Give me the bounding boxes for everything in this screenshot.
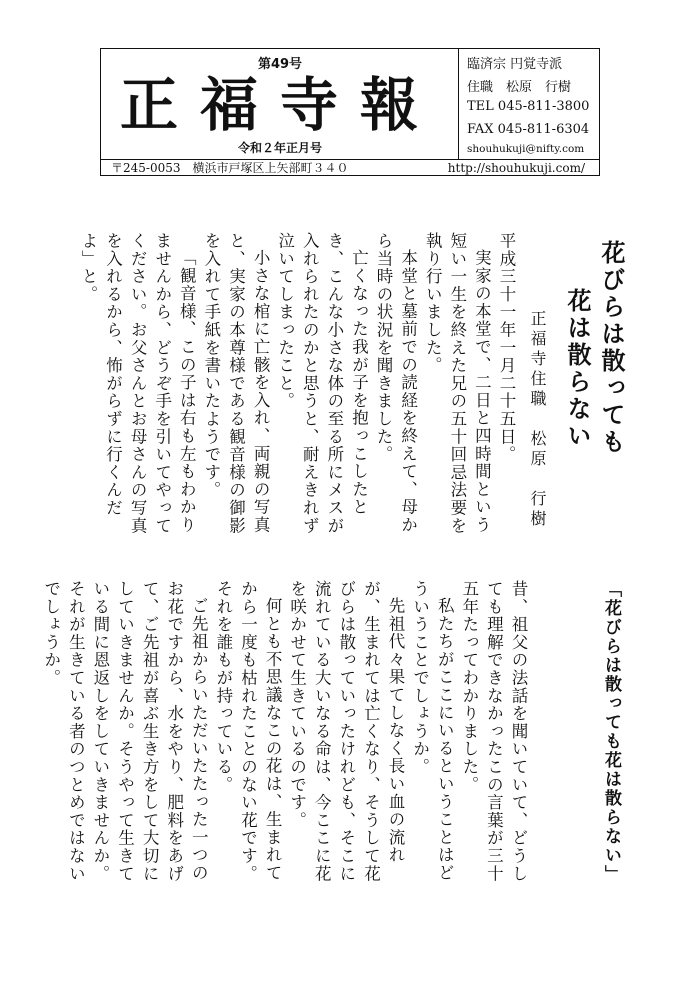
priest-name: 住職 松原 行樹 (467, 80, 572, 95)
postal-address: 〒245-0053 横浜市戸塚区上矢部町３４０ (111, 161, 349, 175)
issue-date: 令和２年正月号 (237, 141, 322, 155)
article-author: 正福寺住職 松原 行樹 (528, 310, 547, 530)
contact-block (459, 49, 599, 159)
issue-number: 第49号 (257, 57, 303, 72)
paragraph: 何とも不思議なこの花は、生まれてから一度も枯れたことのない花です。それを誰もが持っている。 (213, 580, 283, 883)
paragraph: 「観音様、この子は右も左もわかりませんから、どうぞ手を引いてやってください。お父さんとお母さんの写真を入れるから、怖がらずに行くんだよ」と。 (78, 232, 197, 535)
paragraph: ご先祖からいただいたたった一つのお花ですから、水をやり、肥料をあげて、ご先祖が喜ぶ生き方をして大切にしていきませんか。そうやって生きている間に恩返しをしていきませんか。それが生きている者のつとめではないでしょうか。 (41, 580, 209, 883)
section-subheading: 「花びらは散っても花は散らない」 (601, 580, 621, 884)
paragraph: 先祖代々果てしなく長い血の流れが、生まれては亡くなり、そうして花びらは散っていったけれども、そこに流れている大いなる命は、今ここに花を咲かせて生きているのです。 (287, 580, 406, 883)
lower-body-text (41, 580, 530, 890)
fax-number: FAX 045-811-6304 (467, 122, 590, 137)
paragraph: 亡くなった我が子を抱っこしたとき、こんな小さな体の至る所にメスが入れられたのかと思うと、耐えきれず泣いてしまったこと。 (275, 232, 369, 535)
email-address: shouhukuji@nifty.com (467, 143, 585, 155)
masthead (100, 48, 600, 176)
paragraph: 小さな棺に亡骸を入れ、両親の写真と、実家の本尊様である観音様の御影を入れて手紙を書いたようです。 (201, 232, 271, 535)
paragraph: 本堂と墓前での読経を終えて、母から当時の状況を聞きました。 (374, 232, 418, 534)
paragraph: 実家の本堂で、二日と四時間という短い一生を終えた兄の五十回忌法要を執り行いました。 (423, 232, 492, 535)
sect-name: 臨済宗 円覚寺派 (467, 57, 563, 72)
title-block (101, 49, 459, 159)
article-headline (556, 240, 628, 490)
website-url: http://shouhukuji.com/ (447, 161, 585, 175)
paragraph: 私たちがここにいるということはどういうことでしょうか。 (410, 580, 455, 882)
headline-line-2: 花は散らない (563, 288, 591, 450)
headline-line-1: 花びらは散っても (597, 240, 625, 456)
newsletter-title: 正福寺報 (119, 71, 440, 139)
phone-number: TEL 045-811-3800 (467, 99, 590, 114)
upper-body-text (78, 232, 518, 542)
paragraph: 昔、祖父の法話を聞いていて、どうしても理解できなかったこの言葉が三十五年たってわかりました。 (459, 580, 528, 883)
paragraph: 平成三十一年一月二十五日。 (497, 232, 516, 464)
address-bar (101, 159, 599, 176)
